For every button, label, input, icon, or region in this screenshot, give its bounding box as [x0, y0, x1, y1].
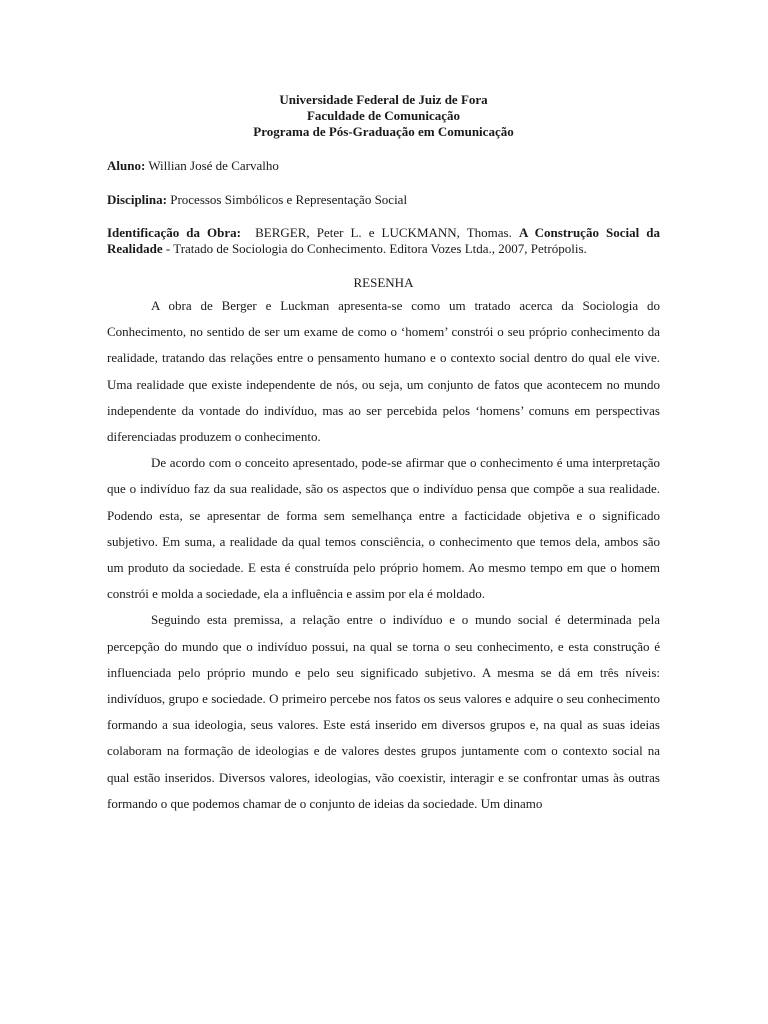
work-details: - Tratado de Sociologia do Conhecimento. Editora Vozes Ltda., 2007, Petrópolis.	[165, 241, 587, 256]
document-header	[107, 92, 660, 140]
work-authors: BERGER, Peter L. e LUCKMANN, Thomas.	[255, 225, 512, 240]
discipline-field	[107, 192, 660, 208]
document-page	[107, 92, 660, 817]
program-name: Programa de Pós-Graduação em Comunicação	[253, 124, 514, 139]
work-identification	[107, 225, 660, 257]
paragraph-1: A obra de Berger e Luckman apresenta-se como um tratado acerca da Sociologia do Conhecimento, no sentido de ser um exame de como o ‘homem’ constrói o seu próprio conhecimento da realidade, tratando das relações entre o pensamento humano e o contexto social dentro do qual ele vive. Uma realidade que existe independente de nós, ou seja, um conjunto de fatos que acontecem no mundo independente da vontade do indivíduo, mas ao ser percebida pelos ‘homens’ comuns em perspectivas diferenciadas produzem o conhecimento.	[107, 298, 660, 445]
discipline-name: Processos Simbólicos e Representação Social	[170, 192, 408, 207]
student-name: Willian José de Carvalho	[148, 158, 279, 173]
work-label: Identificação da Obra:	[107, 225, 241, 240]
discipline-label: Disciplina:	[107, 192, 167, 207]
review-heading: RESENHA	[353, 275, 414, 290]
paragraph-3: Seguindo esta premissa, a relação entre o indivíduo e o mundo social é determinada pela percepção do mundo que o indivíduo possui, na qual se torna o seu conhecimento, e esta construção é influenciada pelo próprio mundo e pelo seu significado subjetivo. A mesma se dá em três níveis: indivíduos, grupo e sociedade. O primeiro percebe nos fatos os seus valores e adquire o seu conhecimento formando a sua ideologia, seus valores. Este está inserido em diversos grupos e, na qual as suas ideias colaboram na formação de ideologias e de valores destes grupos juntamente com o contexto social na qual estão inseridos. Diversos valores, ideologias, vão coexistir, interagir e se confrontar umas às outras formando o que podemos chamar de o conjunto de ideias da sociedade. Um dinamo	[107, 612, 660, 811]
student-field	[107, 158, 660, 174]
paragraph-2: De acordo com o conceito apresentado, pode-se afirmar que o conhecimento é uma interpretação que o indivíduo faz da sua realidade, são os aspectos que o indivíduo pensa que compõe a sua realidade. Podendo esta, se apresentar de forma sem semelhança entre a facticidade objetiva e o significado subjetivo. Em suma, a realidade da qual temos consciência, o conhecimento que temos dela, ambos são um produto da sociedade. E esta é construída pelo próprio homem. Ao mesmo tempo em que o homem constrói e molda a sociedade, ela a influência e assim por ela é moldado.	[107, 455, 660, 602]
university-name: Universidade Federal de Juiz de Fora	[279, 92, 488, 107]
faculty-name: Faculdade de Comunicação	[306, 108, 461, 123]
review-body	[107, 293, 660, 817]
work-title: A Construção Social da Realidade	[107, 225, 661, 256]
student-label: Aluno:	[107, 158, 146, 173]
